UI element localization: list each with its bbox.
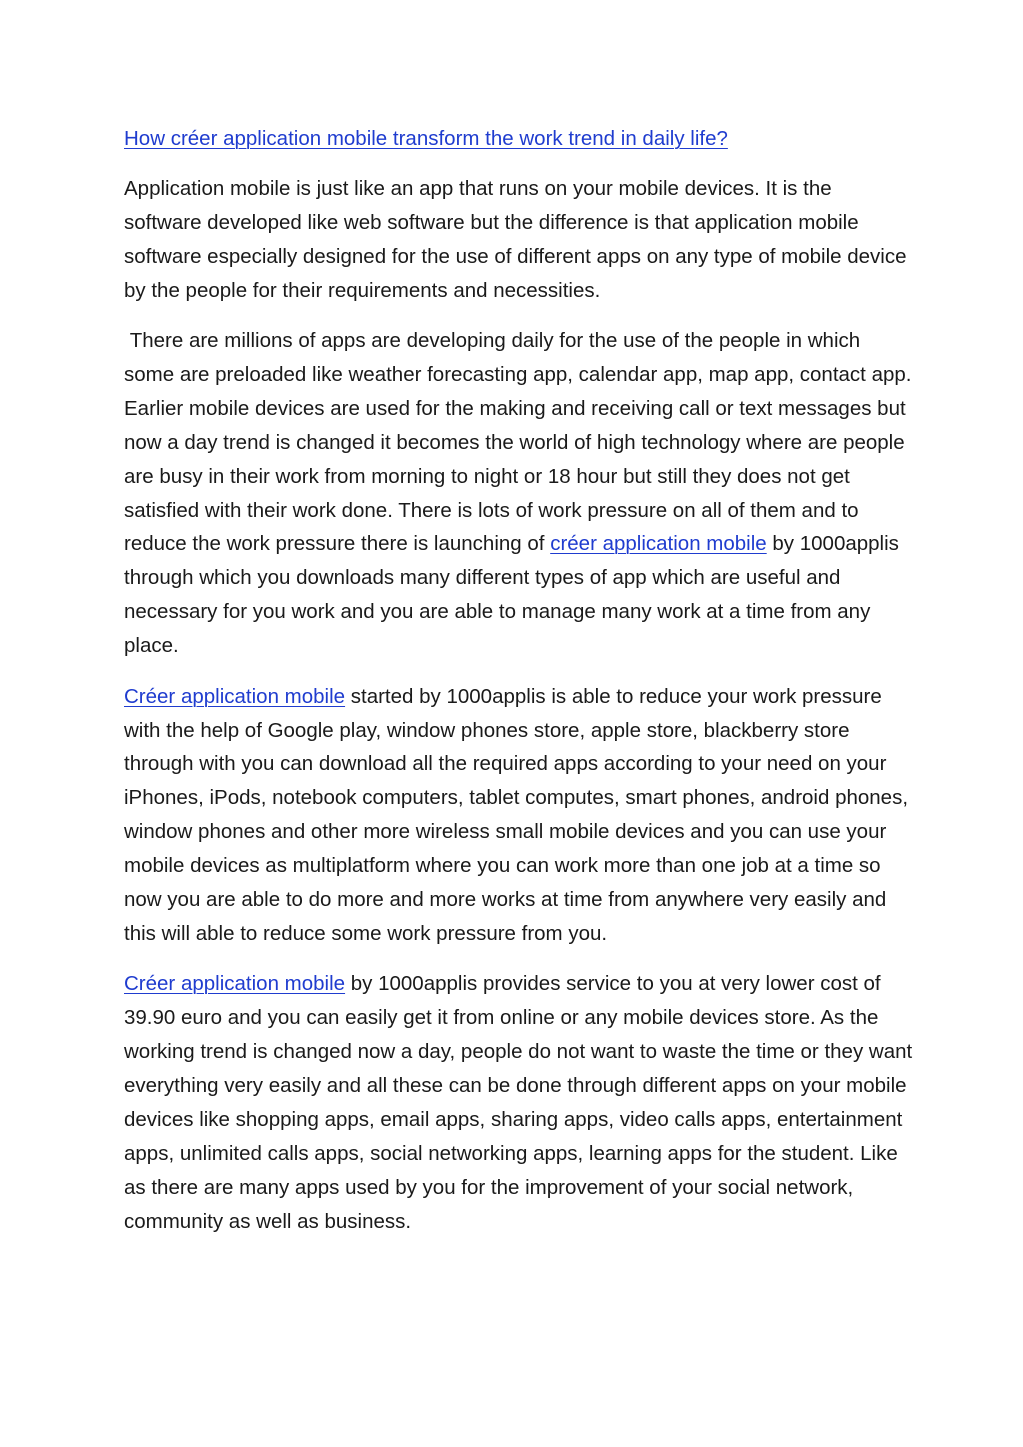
creer-application-mobile-link[interactable]: créer application mobile (550, 532, 767, 556)
paragraph-3-text-after: started by 1000applis is able to reduce your work pressure with the help of Google play, window phones store, apple store, blackberry store through with you can download all the required apps according to your need on your iPhones, iPods, notebook computers, tablet computes, smart phones, android phones, window phones and other more wireless small mobile devices and you can use your mobile devices as multiplatform where you can work more than one job at a time so now you are able to do more and more works at time from anywhere very easily and this will able to reduce some work pressure from you. (124, 684, 909, 945)
document-page (124, 122, 914, 1255)
paragraph-2-text-before: There are millions of apps are developing daily for the use of the people in which some are preloaded like weather forecasting app, calendar app, map app, contact app. Earlier mobile devices are used for the making and receiving call or text messages but now a day trend is changed it becomes the world of high technology where are people are busy in their work from morning to night or 18 hour but still they does not get satisfied with their work done. There is lots of work pressure on all of them and to reduce the work pressure there is launching of (124, 329, 912, 556)
paragraph-pricing (124, 967, 914, 1238)
paragraph-millions-of-apps (124, 324, 914, 663)
document-title[interactable] (124, 122, 914, 156)
paragraph-4-text-after: by 1000applis provides service to you at very lower cost of 39.90 euro and you can easily get it from online or any mobile devices store. As the working trend is changed now a day, people do not want to waste the time or they want everything very easily and all these can be done through different apps on your mobile devices like shopping apps, email apps, sharing apps, video calls apps, entertainment apps, unlimited calls apps, social networking apps, learning apps for the student. Like as there are many apps used by you for the improvement of your social network, community as well as business. (124, 972, 913, 1233)
title-link[interactable]: How créer application mobile transform the work trend in daily life? (124, 127, 728, 150)
paragraph-2-text-after: by 1000applis through which you downloads many different types of app which are useful and necessary for you work and you are able to manage many work at a time from any place. (124, 532, 899, 658)
creer-application-mobile-link-3[interactable]: Créer application mobile (124, 972, 346, 996)
paragraph-intro: Application mobile is just like an app that runs on your mobile devices. It is the software developed like web software but the difference is that application mobile software especially designed for the use of different apps on any type of mobile device by the people for their requirements and necessities. (124, 176, 907, 302)
paragraph-reduce-pressure (124, 680, 914, 951)
creer-application-mobile-link-2[interactable]: Créer application mobile (124, 684, 346, 708)
